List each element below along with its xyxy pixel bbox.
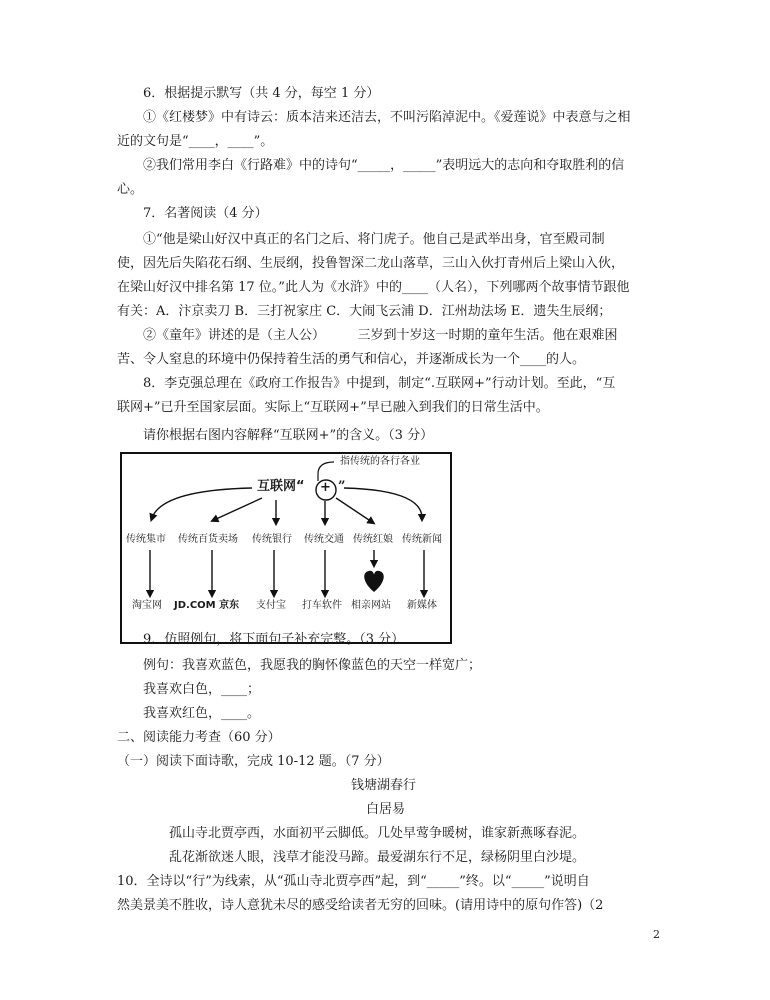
q7-part1: ①“他是梁山好汉中真正的名门之后、将门虎子。他自己是武举出身，官至殿司制 [143,232,605,247]
row1-label: 传统银行 [252,534,292,545]
poem-title: 钱塘湖春行 [351,778,417,793]
row2-label: 支付宝 [256,600,286,611]
q8-instruction: 请你根据右图内容解释“互联网+”的含义。（3 分） [143,428,434,443]
section2-heading: 二、阅读能力考查（60 分） [117,730,281,745]
row2-label: JD.COM 京东 [174,600,240,611]
q8-line2: 联网+”已升至国家层面。实际上“互联网+”早已融入到我们的日常生活中。 [117,400,549,415]
heart-icon [364,571,383,592]
row2-label: 新媒体 [407,600,437,611]
q7-part1-line3: 在梁山好汉中排名第 17 位。”此人为《水浒》中的____（人名），下列哪两个故事情节跟他 [117,280,630,295]
q9-red: 我喜欢红色，____。 [143,706,261,721]
row1-label: 传统红娘 [353,534,393,545]
page-number: 2 [653,928,660,941]
row2-label: 淘宝网 [132,600,162,611]
row2-label: 打车软件 [302,600,342,611]
row1-label: 传统百货卖场 [178,534,238,545]
q6-part2: ②我们常用李白《行路难》中的诗句“_____，_____”表明远大的志向和夺取胜利的信 [143,158,625,173]
q7-part2: ②《童年》讲述的是（主人公） 三岁到十岁这一时期的童年生活。他在艰难困 [143,328,618,343]
q7-part2-cont: 苦、令人窒息的环境中仍保持着生活的勇气和信心，并逐渐成长为一个____的人。 [117,352,586,367]
q9-white: 我喜欢白色，____； [143,682,261,697]
diagram-plus: + [320,480,331,495]
poem-author: 白居易 [366,802,406,817]
q6-part2-cont: 心。 [117,182,144,197]
part1-heading: （一）阅读下面诗歌，完成 10-12 题。（7 分） [117,754,390,769]
poem-line1: 孤山寺北贾亭西，水面初平云脚低。几处早莺争暖树，谁家新燕啄春泥。 [169,826,586,841]
q7-part1-line2: 使，因先后失陷花石纲、生辰纲，投鲁智深二龙山落草，三山入伙打青州后上梁山入伙， [117,256,625,271]
q6-heading: 6．根据提示默写（共 4 分，每空 1 分） [143,86,380,101]
q8-line1: 8．李克强总理在《政府工作报告》中提到，制定“.互联网+”行动计划。至此，“互 [143,376,616,391]
internet-plus-diagram [120,452,452,644]
diagram-center-label: 互联网“ [257,479,305,494]
row1-label: 传统集市 [126,534,166,545]
q7-heading: 7．名著阅读（4 分） [143,206,268,221]
q9-heading: 9．仿照例句，将下面句子补充完整。（3 分） [143,632,405,647]
q6-part1-cont: 近的文句是“____，____”。 [117,134,274,149]
q10-line2: 然美景美不胜收，诗人意犹未尽的感受给读者无穷的回味。(请用诗中的原句作答)（2 [117,898,604,913]
row2-label: 相亲网站 [351,600,391,611]
diagram-top-note: 指传统的各行各业 [340,456,420,467]
poem-line2: 乱花渐欲迷人眼，浅草才能没马蹄。最爱湖东行不足，绿杨阴里白沙堤。 [169,850,586,865]
q9-example: 例句：我喜欢蓝色，我愿我的胸怀像蓝色的天空一样宽广； [143,658,482,673]
row1-label: 传统新闻 [402,534,442,545]
q6-part1: ①《红楼梦》中有诗云：质本洁来还洁去，不叫污陷淖泥中。《爱莲说》中表意与之相 [143,110,631,125]
q7-part1-line4: 有关：A．汴京卖刀 B．三打祝家庄 C．大闹飞云浦 D．江州劫法场 E．遗失生辰纲； [117,304,612,319]
q10-line1: 10．全诗以“行”为线索，从“孤山寺北贾亭西”起，到“_____”终。以“_____”说明自 [117,874,590,889]
diagram-center-close: ” [338,479,346,494]
row1-label: 传统交通 [304,534,344,545]
